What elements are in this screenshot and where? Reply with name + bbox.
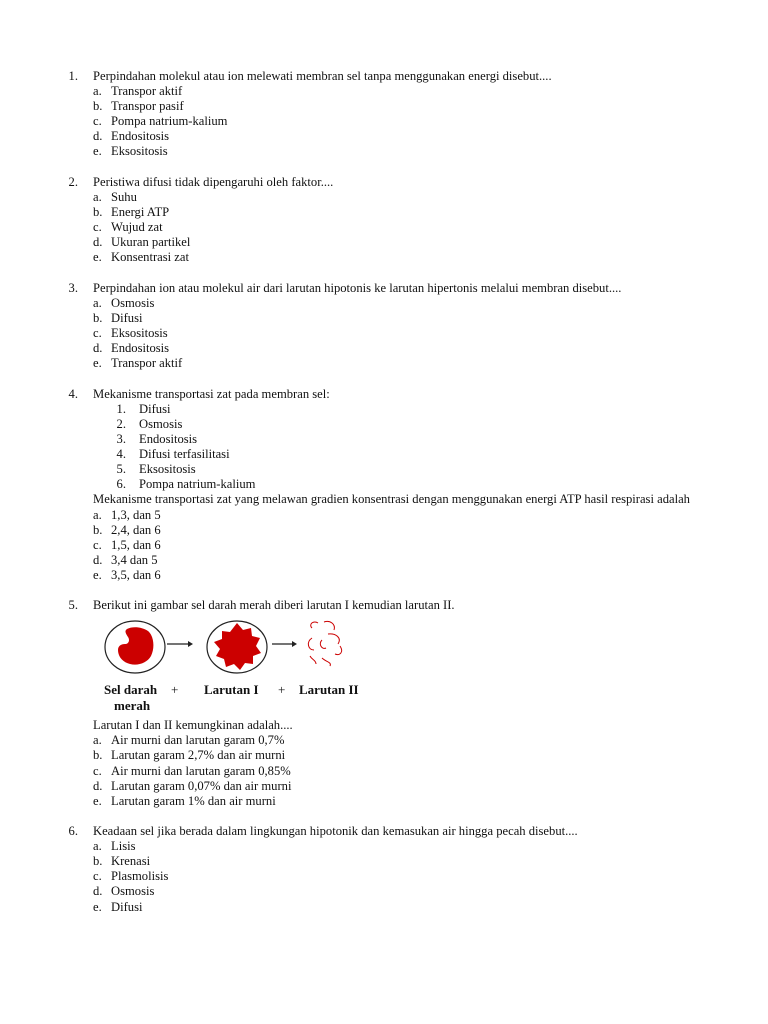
sublist-text: Eksositosis [139,462,196,476]
question-stem: Perpindahan molekul atau ion melewati membran sel tanpa menggunakan energi disebut.... [93,69,552,83]
option-letter: a. [93,296,102,310]
question-stem: Mekanisme transportasi zat yang melawan gradien konsentrasi dengan menggunakan energi ATP hasil respirasi adalah [93,492,690,506]
lysed-cell-fragments [308,621,341,666]
option-letter: b. [93,523,103,537]
fragment [322,658,330,666]
option-text: Krenasi [111,854,151,868]
option-letter: a. [93,190,102,204]
option-text: Air murni dan larutan garam 0,7% [111,733,285,747]
option-letter: c. [93,764,102,778]
fragment [328,634,339,644]
option-letter: a. [93,84,102,98]
option-letter: c. [93,114,102,128]
option-letter: b. [93,99,103,113]
option-text: Pompa natrium-kalium [111,114,228,128]
option-text: Larutan garam 2,7% dan air murni [111,748,286,762]
option-letter: b. [93,854,103,868]
option-text: 2,4, dan 6 [111,523,161,537]
question-stem: Perpindahan ion atau molekul air dari larutan hipotonis ke larutan hipertonis melalui membran disebut.... [93,281,622,295]
cell-diagram [100,616,380,682]
sublist-number: 1. [116,402,126,416]
option-letter: d. [93,341,103,355]
question-number: 1. [68,69,78,83]
fragment [335,646,342,655]
option-text: Transpor aktif [111,84,183,98]
option-text: Air murni dan larutan garam 0,85% [111,764,291,778]
label-solution-2: Larutan II [299,682,359,697]
question-stem: Berikut ini gambar sel darah merah diberi larutan I kemudian larutan II. [93,598,455,612]
question-number: 5. [68,598,78,612]
fragment [310,656,316,664]
option-letter: b. [93,748,103,762]
question-number: 4. [68,387,78,401]
option-letter: d. [93,779,103,793]
option-letter: d. [93,235,103,249]
question-stem: Mekanisme transportasi zat pada membran sel: [93,387,330,401]
label-red-blood-cell-line-1: Sel darah [104,682,158,697]
option-text: Plasmolisis [111,869,169,883]
option-text: Transpor pasif [111,99,184,113]
sublist-number: 6. [116,477,126,491]
option-text: 3,4 dan 5 [111,553,158,567]
option-letter: c. [93,326,102,340]
option-letter: c. [93,538,102,552]
plus-sign-2: + [278,682,286,697]
option-letter: d. [93,553,103,567]
option-text: Osmosis [111,296,155,310]
sublist-text: Endositosis [139,432,198,446]
option-text: Energi ATP [111,205,170,219]
sublist-number: 3. [116,432,126,446]
option-text: Transpor aktif [111,356,183,370]
question-number: 2. [68,175,78,189]
option-text: 1,5, dan 6 [111,538,161,552]
option-letter: d. [93,129,103,143]
option-text: Larutan garam 0,07% dan air murni [111,779,292,793]
option-text: Osmosis [111,884,155,898]
sublist-number: 2. [116,417,126,431]
option-letter: c. [93,869,102,883]
option-letter: a. [93,733,102,747]
option-letter: b. [93,205,103,219]
question-stem: Keadaan sel jika berada dalam lingkungan hipotonik dan kemasukan air hingga pecah disebut.... [93,824,578,838]
option-text: Endositosis [111,129,170,143]
option-text: Eksositosis [111,144,168,158]
question-stem: Larutan I dan II kemungkinan adalah.... [93,718,293,732]
option-letter: d. [93,884,103,898]
sublist-text: Difusi [139,402,171,416]
sublist-text: Difusi terfasilitasi [139,447,230,461]
option-text: Eksositosis [111,326,168,340]
option-letter: a. [93,839,102,853]
option-text: Lisis [111,839,136,853]
label-solution-1: Larutan I [204,682,259,697]
option-text: Larutan garam 1% dan air murni [111,794,276,808]
option-letter: e. [93,794,102,808]
sublist-number: 4. [116,447,126,461]
option-text: Ukuran partikel [111,235,191,249]
sublist-text: Pompa natrium-kalium [139,477,256,491]
fragment [320,640,326,648]
red-blood-cell-figure [100,616,380,713]
sublist-number: 5. [116,462,126,476]
arrow-head-1 [188,641,193,647]
option-text: 1,3, dan 5 [111,508,161,522]
fragment [311,622,318,628]
option-letter: a. [93,508,102,522]
question-number: 3. [68,281,78,295]
option-text: Endositosis [111,341,170,355]
option-text: Konsentrasi zat [111,250,189,264]
option-text: Wujud zat [111,220,163,234]
fragment [308,638,314,650]
option-letter: e. [93,144,102,158]
option-text: Difusi [111,311,143,325]
option-text: 3,5, dan 6 [111,568,161,582]
fragment [324,621,334,630]
label-red-blood-cell-line-2: merah [114,698,151,713]
plus-sign-1: + [171,682,179,697]
arrow-head-2 [292,641,297,647]
option-letter: c. [93,220,102,234]
option-text: Difusi [111,900,143,914]
option-letter: b. [93,311,103,325]
question-number: 6. [68,824,78,838]
option-letter: e. [93,356,102,370]
option-text: Suhu [111,190,137,204]
sublist-text: Osmosis [139,417,183,431]
question-stem: Peristiwa difusi tidak dipengaruhi oleh faktor.... [93,175,334,189]
option-letter: e. [93,900,102,914]
option-letter: e. [93,250,102,264]
option-letter: e. [93,568,102,582]
